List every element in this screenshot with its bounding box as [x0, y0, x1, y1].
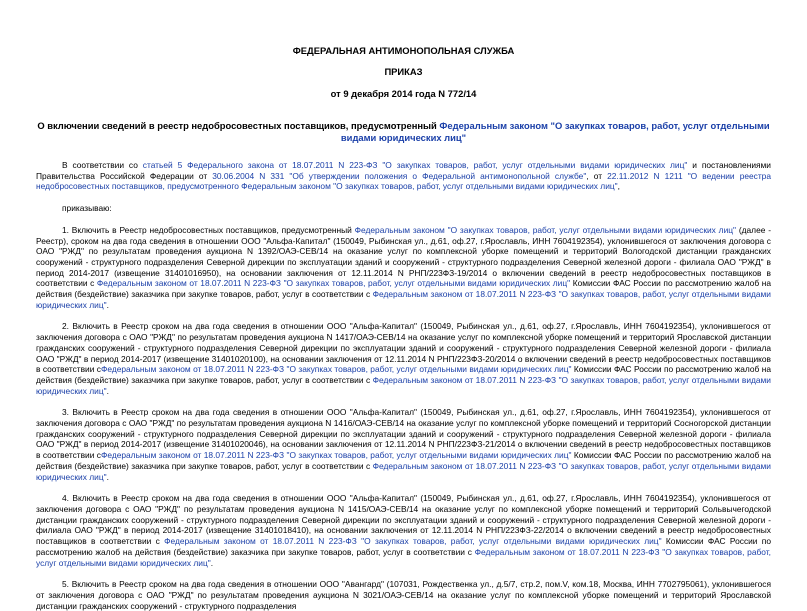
item-text: Комиссии ФАС России по рассмотрению жалоб на действия (бездействие) заказчика при закупке товаров, работ, услуг в соответствии с [36, 536, 771, 557]
federal-law-link[interactable]: Федеральным законом "О закупках товаров, работ, услуг отдельными видами юридических лиц" [354, 224, 737, 235]
item-text: . [106, 385, 109, 396]
order-item-1 [36, 225, 771, 311]
federal-law-link[interactable]: Федеральным законом от 18.07.2011 N 223-ФЗ "О закупках товаров, работ, услуг отдельными видами юридических лиц" [96, 278, 571, 289]
order-subject [36, 120, 771, 143]
federal-law-link[interactable]: Федеральным законом от 18.07.2011 N 223-ФЗ "О закупках товаров, работ, услуг отдельными видами юридических лиц" [100, 450, 572, 461]
item-text: . [210, 557, 214, 568]
item-text: 5. Включить в Реестр сроком на два года сведения в отношении ООО "Авангард" (107031, Рождественка ул., д.5/7, стр.2, пом.V, ком.18, Москва, ИНН 7702795061), уклонившегося от заключения договора с ОАО "РЖД" по результатам проведения аукциона N 3021/ОАЭ-СЕВ/14 на оказание услуг по комплексной уборке помещений и территорий Ярославской дистанции гражданских сооружений - структурного подразделения [36, 579, 771, 611]
item-text: Комиссии ФАС России по рассмотрению жалоб на действия (бездействие) заказчика при закупке товаров, работ, услуг в соответствии с [36, 450, 771, 471]
subject-law-link[interactable]: Федеральным законом "О закупках товаров, работ, услуг отдельными видами юридических лиц" [340, 120, 770, 143]
document-type: ПРИКАЗ [384, 66, 423, 77]
item-text: 4. Включить в Реестр сроком на два года сведения в отношении ООО "Альфа-Капитал" (150049, Рыбинская ул., д.61, оф.27, г.Ярославль, ИНН 7604192354), уклонившегося от заключения договора с ОАО "РЖД" по результатам проведения аукциона N 1415/ОАЭ-СЕВ/14 на оказание услуг по комплексной уборке помещений и территорий Сольвычегодской дистанции гражданских сооружений - структурного подразделения Северной дирекции по эксплуатации зданий и сооружений - структурного подразделения Северной железной дороги - филиала ОАО "РЖД" в период 2014-2017 (извещение 31401018410), на основании заключения от 12.11.2014 N РНП/223ФЗ-22/2014 о включении сведений в реестр недобросовестных поставщиков в соответствии с [36, 493, 771, 547]
item-text: . [106, 299, 109, 310]
order-item-3 [36, 407, 771, 482]
federal-law-link[interactable]: Федеральным законом от 18.07.2011 N 223-ФЗ "О закупках товаров, работ, услуг отдельными видами юридических лиц" [36, 374, 771, 396]
order-item-4 [36, 493, 771, 568]
document-date: от 9 декабря 2014 года N 772/14 [330, 88, 477, 99]
preamble-text-1: В соответствии со [62, 160, 143, 170]
paragraph-gap [36, 310, 771, 321]
paragraph-gap [36, 214, 771, 225]
federal-law-link[interactable]: Федеральным законом от 18.07.2011 N 223-ФЗ "О закупках товаров, работ, услуг отдельными видами юридических лиц" [100, 364, 572, 375]
paragraph-gap [36, 568, 771, 579]
paragraph-gap [36, 396, 771, 407]
federal-law-link[interactable]: Федеральным законом от 18.07.2011 N 223-ФЗ "О закупках товаров, работ, услуг отдельными видами юридических лиц" [36, 546, 771, 568]
preamble-paragraph [36, 160, 771, 192]
order-item-5 [36, 579, 771, 611]
subject-text: О включении сведений в реестр недобросовестных поставщиков, предусмотренный [37, 120, 440, 131]
item-text: 3. Включить в Реестр сроком на два года сведения в отношении ООО "Альфа-Капитал" (150049, Рыбинская ул., д.61, оф.27, г.Ярославль, ИНН 7604192354), уклонившегося от заключения договора с ОАО "РЖД" по результатам проведения аукциона N 1416/ОАЭ-СЕВ/14 на оказание услуг по комплексной уборке помещений и территорий Сосногорской дистанции гражданских сооружений - структурного подразделения Северной дирекции по эксплуатации зданий и сооружений - структурного подразделения Северной железной дороги - филиала ОАО "РЖД" в период 2014-2017 (извещение 31401020046), на основании заключения от 12.11.2014 N РНП/223ФЗ-21/2014 о включении сведений в реестр недобросовестных поставщиков в соответствии с [36, 407, 771, 461]
item-text: Комиссии ФАС России по рассмотрению жалоб на действия (бездействие) заказчика при закупке товаров, работ, услуг в соответствии с [36, 278, 772, 300]
item-text: 2. Включить в Реестр сроком на два года сведения в отношении ООО "Альфа-Капитал" (150049, Рыбинская ул., д.61, оф.27, г.Ярославль, ИНН 7604192354), уклонившегося от заключения договора с ОАО "РЖД" по результатам проведения аукциона N 1417/ОАЭ-СЕВ/14 на оказание услуг по комплексной уборке помещений и территорий Ярославской дистанции гражданских сооружений - структурного подразделения Северной дирекции по эксплуатации зданий и сооружений - структурного подразделения Северной железной дороги - филиала ОАО "РЖД" в период 2014-2017 (извещение 31401020100), на основании заключения от 12.11.2014 N РНП/223ФЗ-20/2014 о включении сведений в реестр недобросовестных поставщиков в соответствии с [36, 321, 771, 375]
order-item-2 [36, 321, 771, 396]
decree-331-link[interactable]: 30.06.2004 N 331 "Об утверждении положения о Федеральной антимонопольной службе" [212, 170, 587, 181]
federal-law-link[interactable]: Федеральным законом от 18.07.2011 N 223-ФЗ "О закупках товаров, работ, услуг отдельными видами юридических лиц" [164, 536, 662, 547]
item-text: 1. Включить в Реестр недобросовестных поставщиков, предусмотренный [62, 224, 355, 235]
item-text: Комиссии ФАС России по рассмотрению жалоб на действия (бездействие) заказчика при закупке товаров, работ, услуг в соответствии с [36, 364, 771, 385]
preamble-text-3: , от [586, 170, 608, 181]
law-article-5-link[interactable]: статьей 5 Федерального закона от 18.07.2011 N 223-ФЗ "О закупках товаров, работ, услуг отдельными видами юридических лиц" [142, 160, 688, 170]
document-body [36, 160, 771, 611]
item-text: (далее - Реестр), сроком на два года сведения в отношении ООО "Альфа-Капитал" (150049, Рыбинская ул., д.61, оф.27, г.Ярославль, ИНН 7604192354), уклонившегося от заключения договора с ОАО "РЖД" по результатам проведения аукциона N 1392/ОАЭ-СЕВ/14 на оказание услуг по комплексной уборке помещений и территорий Вологодской дистанции гражданских сооружений - структурного подразделения Северной дирекции по эксплуатации зданий и сооружений - структурного подразделения Северной железной дороги - филиала ОАО "РЖД" в период 2014-2017 (извещение 31401016950), на основании заключения от 12.11.2014 N РНП/223ФЗ-19/2014 о включении сведений в реестр недобросовестных поставщиков в соответствии с [36, 224, 771, 289]
paragraph-gap [36, 482, 771, 493]
agency-title: ФЕДЕРАЛЬНАЯ АНТИМОНОПОЛЬНАЯ СЛУЖБА [292, 45, 515, 56]
federal-law-link[interactable]: Федеральным законом от 18.07.2011 N 223-ФЗ "О закупках товаров, работ, услуг отдельными видами юридических лиц" [36, 289, 771, 310]
order-word: приказываю: [62, 203, 112, 214]
item-text: . [106, 471, 109, 482]
decree-1211-link[interactable]: 22.11.2012 N 1211 "О ведении реестра недобросовестных поставщиков, предусмотренного Федеральным законом "О закупках товаров, работ, услуг отдельными видами юридических лиц" [36, 170, 772, 192]
paragraph-gap [36, 192, 771, 203]
preamble-text-2: и постановлениями Правительства Российской Федерации от [36, 160, 771, 181]
federal-law-link[interactable]: Федеральным законом от 18.07.2011 N 223-ФЗ "О закупках товаров, работ, услуг отдельными видами юридических лиц" [36, 460, 771, 482]
preamble-text-4: , [617, 181, 620, 192]
